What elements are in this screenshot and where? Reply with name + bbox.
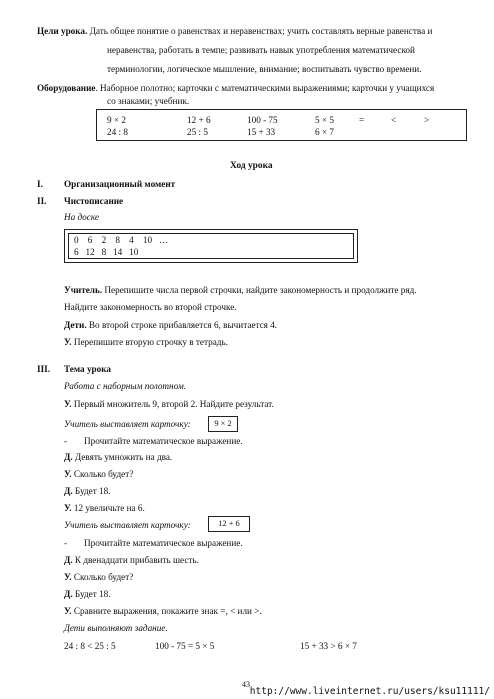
u-text: Сколько будет? xyxy=(73,469,134,479)
d-text: Девять умножить на два. xyxy=(74,452,173,462)
u-label: У. xyxy=(64,469,72,479)
u1-line xyxy=(64,337,228,347)
u3-line xyxy=(64,469,133,479)
read-text: Прочитайте математическое выражение. xyxy=(84,436,243,446)
board-box xyxy=(64,229,358,263)
children-line xyxy=(64,320,277,330)
section-3-title: Тема урока xyxy=(64,364,111,374)
u-label: У. xyxy=(64,399,72,409)
board-row-2: 6 12 8 14 10 xyxy=(74,247,139,257)
expressions-box xyxy=(96,109,467,141)
section-2-title: Чистописание xyxy=(64,196,124,206)
read-text: Прочитайте математическое выражение. xyxy=(84,538,243,548)
u5-line xyxy=(64,572,133,582)
u-text: Перепишите вторую строчку в тетрадь. xyxy=(73,337,228,347)
d1-line xyxy=(64,452,172,462)
work-note: Работа с наборным полотном. xyxy=(64,381,187,391)
u-label: У. xyxy=(64,606,72,616)
card-1: 9 × 2 xyxy=(208,416,238,432)
d3-line xyxy=(64,555,199,565)
equipment-text-1: . Наборное полотно; карточки с математическими выражениями; карточки у учащихся xyxy=(95,83,435,93)
teacher-text-1: Перепишите числа первой строчки, найдите закономерность и продолжите ряд. xyxy=(104,285,417,295)
expr-cell: 25 : 5 xyxy=(187,127,208,137)
card-note-2: Учитель выставляет карточку: xyxy=(64,520,191,530)
footer-url: http://www.liveinternet.ru/users/ksu11111/ xyxy=(249,686,490,697)
u-text: Первый множитель 9, второй 2. Найдите результат. xyxy=(73,399,274,409)
dash: - xyxy=(64,436,68,446)
d4-line xyxy=(64,589,111,599)
lesson-heading: Ход урока xyxy=(230,161,273,171)
teacher-label: Учитель. xyxy=(64,285,103,295)
u2-line xyxy=(64,399,274,409)
expr-cell: 6 × 7 xyxy=(315,127,334,137)
board-row-1: 0 6 2 8 4 10 … xyxy=(74,235,169,245)
answer-3: 15 + 33 > 6 × 7 xyxy=(300,641,357,651)
dash: - xyxy=(64,538,68,548)
on-board-note: На доске xyxy=(64,212,99,222)
d-text: Будет 18. xyxy=(74,486,111,496)
read-line-1 xyxy=(64,436,243,446)
sign-equal: = xyxy=(359,115,365,125)
u-text: Сравните выражения, покажите знак =, < или >. xyxy=(73,606,262,616)
d-label: Д. xyxy=(64,486,73,496)
sign-less: < xyxy=(391,115,397,125)
section-1-num: I. xyxy=(37,179,43,189)
d-text: К двенадцати прибавить шесть. xyxy=(74,555,199,565)
teacher-line-1 xyxy=(64,285,469,295)
equipment-label: Оборудование xyxy=(37,83,96,93)
page-number: 43 xyxy=(242,680,250,689)
d-label: Д. xyxy=(64,589,73,599)
children-text: Во второй строке прибавляется 6, вычитается 4. xyxy=(88,320,278,330)
teacher-text-2: Найдите закономерность во второй строчке. xyxy=(64,302,237,312)
u6-line xyxy=(64,606,262,616)
card-2: 12 + 6 xyxy=(208,516,250,532)
u-label: У. xyxy=(64,337,72,347)
u-label: У. xyxy=(64,503,72,513)
goals-label: Цели урока. xyxy=(37,26,88,36)
goals-text-2: неравенства, работать в темпе; развивать навык употребления математической xyxy=(107,45,415,55)
section-1-title: Организационный момент xyxy=(64,179,176,189)
card-note-1: Учитель выставляет карточку: xyxy=(64,419,191,429)
task-note: Дети выполняют задание. xyxy=(64,623,168,633)
section-2-num: II. xyxy=(37,196,47,206)
u4-line xyxy=(64,503,145,513)
u-text: 12 увеличьте на 6. xyxy=(73,503,145,513)
answer-1: 24 : 8 < 25 : 5 xyxy=(64,641,116,651)
sign-greater: > xyxy=(424,115,430,125)
expr-cell: 5 × 5 xyxy=(315,115,334,125)
expr-cell: 15 + 33 xyxy=(247,127,276,137)
d-label: Д. xyxy=(64,555,73,565)
d2-line xyxy=(64,486,111,496)
u-text: Сколько будет? xyxy=(73,572,134,582)
equipment-line-1 xyxy=(37,83,434,93)
d-text: Будет 18. xyxy=(74,589,111,599)
goals-text-1: Дать общее понятие о равенствах и неравенствах; учить составлять верные равенства и xyxy=(89,26,433,36)
expr-cell: 12 + 6 xyxy=(187,115,211,125)
goals-line-1 xyxy=(37,26,432,36)
children-label: Дети. xyxy=(64,320,87,330)
equipment-text-2: со знаками; учебник. xyxy=(107,96,190,106)
read-line-2 xyxy=(64,538,243,548)
expr-cell: 100 - 75 xyxy=(247,115,278,125)
d-label: Д. xyxy=(64,452,73,462)
goals-text-3: терминологии, логическое мышление, внимание; воспитывать чувство времени. xyxy=(107,64,422,74)
expr-cell: 24 : 8 xyxy=(107,127,128,137)
expr-cell: 9 × 2 xyxy=(107,115,126,125)
section-3-num: III. xyxy=(37,364,51,374)
answer-2: 100 - 75 = 5 × 5 xyxy=(155,641,215,651)
u-label: У. xyxy=(64,572,72,582)
